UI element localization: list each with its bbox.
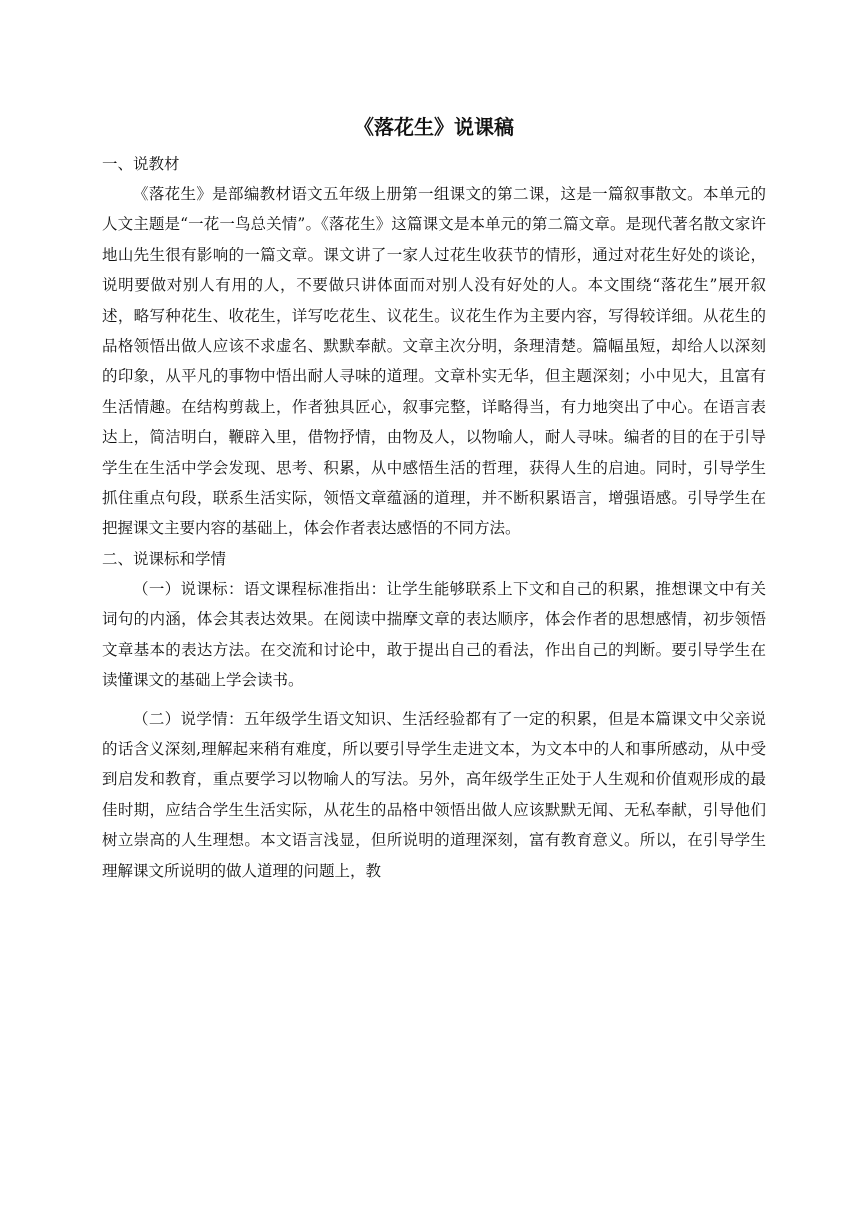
paragraph-student-analysis: （二）说学情：五年级学生语文知识、生活经验都有了一定的积累，但是本篇课文中父亲说的话含义深刻,理解起来稍有难度，所以要引导学生走进文本，为文本中的人和事所感动，从中受到启发和教育，重点要学习以物喻人的写法。另外，高年级学生正处于人生观和价值观形成的最佳时期，应结合学生生活实际，从花生的品格中领悟出做人应该默默无闻、无私奉献，引导他们树立崇高的人生理想。本文语言浅显，但所说明的道理深刻，富有教育意义。所以，在引导学生理解课文所说明的做人道理的问题上，教 — [102, 709, 766, 880]
document-body — [102, 111, 766, 886]
section-heading-textbook: 一、说教材 — [102, 155, 180, 173]
document-title: 《落花生》说课稿 — [354, 115, 514, 139]
paragraph-curriculum-standards: （一）说课标：语文课程标准指出：让学生能够联系上下文和自己的积累，推想课文中有关词句的内涵，体会其表达效果。在阅读中揣摩文章的表达顺序，体会作者的思想感情，初步领悟文章基本的表达方法。在交流和讨论中，敢于提出自己的看法，作出自己的判断。要引导学生在读懂课文的基础上学会读书。 — [102, 579, 766, 690]
section-heading-standards-students: 二、说课标和学情 — [102, 549, 227, 568]
paragraph-textbook-analysis: 《落花生》是部编教材语文五年级上册第一组课文的第二课，这是一篇叙事散文。本单元的人文主题是“一花一鸟总关情”。《落花生》这篇课文是本单元的第二篇文章。是现代著名散文家许地山先生很有影响的一篇文章。课文讲了一家人过花生收获节的情形，通过对花生好处的谈论，说明要做对别人有用的人，不要做只讲体面而对别人没有好处的人。本文围绕“落花生”展开叙述，略写种花生、收花生，详写吃花生、议花生。议花生作为主要内容，写得较详细。从花生的品格领悟出做人应该不求虚名、默默奉献。文章主次分明，条理清楚。篇幅虽短，却给人以深刻的印象，从平凡的事物中悟出耐人寻味的道理。文章朴实无华，但主题深刻；小中见大，且富有生活情趣。在结构剪裁上，作者独具匠心，叙事完整，详略得当，有力地突出了中心。在语言表达上，简洁明白，鞭辟入里，借物抒情，由物及人，以物喻人，耐人寻味。编者的目的在于引导学生在生活中学会发现、思考、积累，从中感悟生活的哲理，获得人生的启迪。同时，引导学生抓住重点句段，联系生活实际，领悟文章蕴涵的道理，并不断积累语言，增强语感。引导学生在把握课文主要内容的基础上，体会作者表达感悟的不同方法。 — [102, 185, 766, 538]
paragraph-spacer — [102, 696, 766, 704]
